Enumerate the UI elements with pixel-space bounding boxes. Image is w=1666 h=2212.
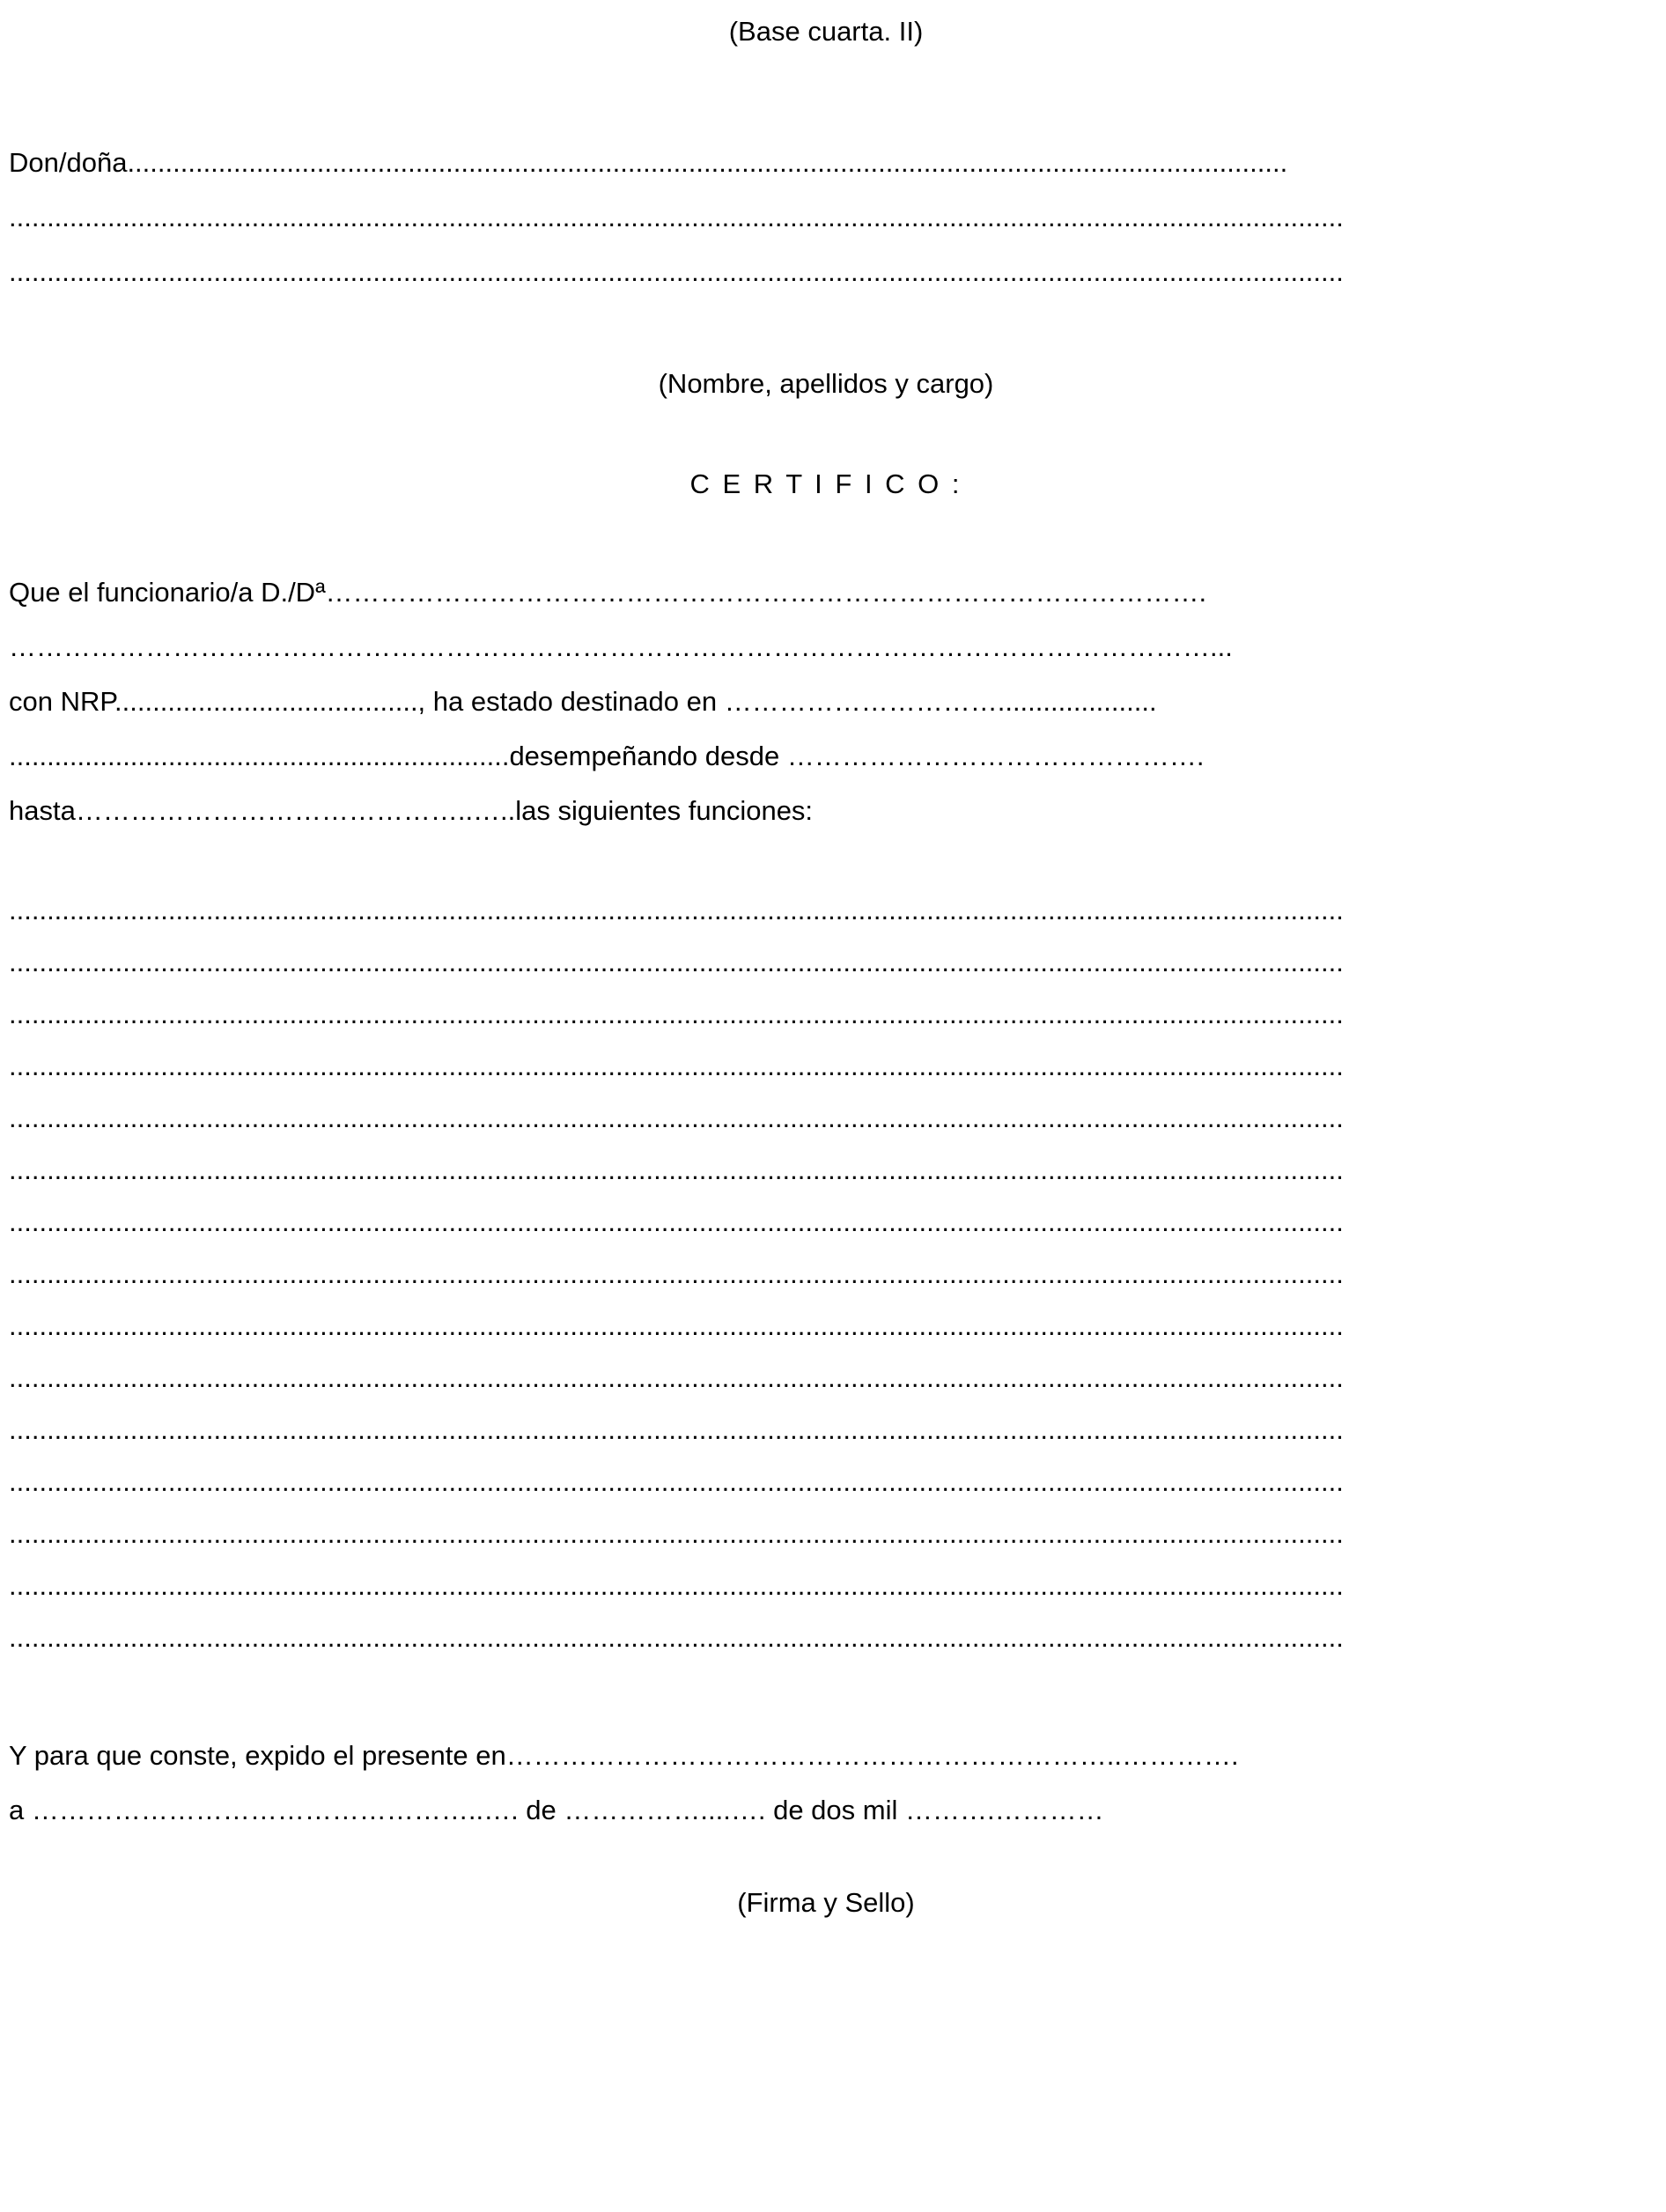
blank-line[interactable]: ................................................................................................................................................................................: [9, 1310, 1344, 1341]
blank-line[interactable]: ................................................................................................................................................................................: [9, 1466, 1344, 1497]
blank-line[interactable]: ................................................................................................................................................................................: [9, 1518, 1344, 1549]
spacer: [9, 299, 1643, 365]
blank-line[interactable]: ................................................................................................................................................................................: [9, 947, 1344, 977]
signature-caption: (Firma y Sello): [737, 1887, 915, 1918]
blank-line[interactable]: ................................................................................................................................................................................: [9, 1206, 1344, 1237]
blank-line[interactable]: ................................................................................................................................................................................: [9, 1051, 1344, 1081]
spacer: [9, 838, 1643, 884]
closing-place-line[interactable]: Y para que conste, expido el presente en…………………………………………………………..………….: [9, 1740, 1239, 1771]
donor-name-blank-line-2[interactable]: ................................................................................................................................................................................: [9, 256, 1344, 287]
name-caption: (Nombre, apellidos y cargo): [658, 368, 994, 399]
blank-line[interactable]: ................................................................................................................................................................................: [9, 1102, 1344, 1133]
position-start-date-line[interactable]: ..................................................................desempeñando desde ……………………………………….: [9, 741, 1205, 771]
blank-line[interactable]: ................................................................................................................................................................................: [9, 1362, 1344, 1393]
blank-line[interactable]: ................................................................................................................................................................................: [9, 1414, 1344, 1445]
spacer: [9, 500, 1643, 565]
blank-line[interactable]: ................................................................................................................................................................................: [9, 1622, 1344, 1653]
blank-line[interactable]: ................................................................................................................................................................................: [9, 999, 1344, 1029]
certifico-heading: C E R T I F I C O :: [689, 468, 962, 499]
spacer: [9, 1663, 1643, 1729]
closing-date-line[interactable]: a …………………………………………..…. de ……………....…. de dos mil ……….…………: [9, 1795, 1104, 1825]
end-date-functions-line[interactable]: hasta……………………………………..…..las siguientes funciones:: [9, 795, 814, 826]
spacer: [9, 403, 1643, 468]
employee-name-line[interactable]: Que el funcionario/a D./Dª…………………………………………………………………………………….: [9, 577, 1207, 608]
spacer: [9, 51, 1643, 136]
functions-blank-lines: [9, 884, 1643, 1663]
blank-line[interactable]: ................................................................................................................................................................................: [9, 1258, 1344, 1289]
blank-line[interactable]: ................................................................................................................................................................................: [9, 1154, 1344, 1185]
blank-line[interactable]: ................................................................................................................................................................................: [9, 895, 1344, 925]
blank-line[interactable]: ................................................................................................................................................................................: [9, 1570, 1344, 1601]
document-header: (Base cuarta. II): [728, 16, 924, 47]
spacer: [9, 1838, 1643, 1884]
employee-name-continuation-line[interactable]: ……………………………………………………………………………………………………………………...: [9, 631, 1233, 662]
donor-name-field-line[interactable]: Don/doña.........................................................................................................................................................: [9, 147, 1288, 178]
donor-name-blank-line-1[interactable]: ................................................................................................................................................................................: [9, 202, 1344, 232]
nrp-destination-line[interactable]: con NRP........................................, ha estado destinado en ………………………….....................: [9, 686, 1157, 717]
